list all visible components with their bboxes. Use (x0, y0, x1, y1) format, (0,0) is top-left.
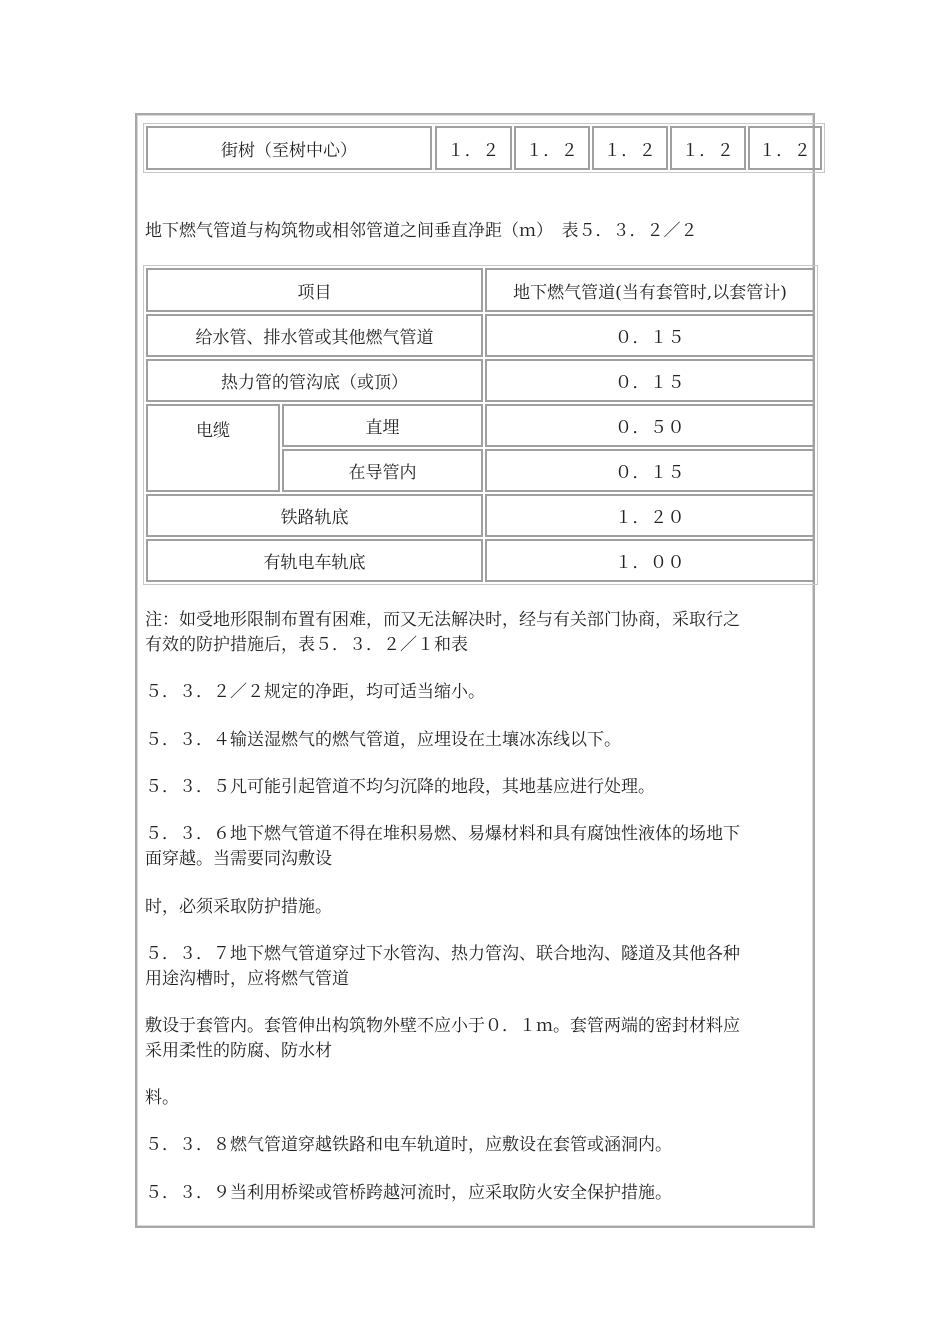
clause-5-3-6-continuation: 时，必须采取防护措施。 (145, 897, 332, 917)
clause-5-3-9: ５．３．９当利用桥梁或管桥跨越河流时，应采取防火安全保护措施。 (145, 1183, 672, 1203)
row1-label: 给水管、排水管或其他燃气管道 (146, 314, 483, 357)
clause-5-3-5: ５．３．５凡可能引起管道不均匀沉降的地段，其地基应进行处理。 (145, 777, 655, 797)
top-row-value-1: １．２ (435, 126, 512, 170)
row5-label: 铁路轨底 (146, 494, 483, 537)
clause-5-3-8: ５．３．８燃气管道穿越铁路和电车轨道时，应敷设在套管或涵洞内。 (145, 1135, 672, 1155)
clause-5-3-7-line-1: ５．３．７地下燃气管道穿过下水管沟、热力管沟、联合地沟、隧道及其他各种 (145, 944, 740, 964)
note-continuation: ５．３．２／２规定的净距，均可适当缩小。 (145, 682, 485, 702)
clause-5-3-7-continuation-line-2: 采用柔性的防腐、防水材 (145, 1041, 332, 1061)
row2-label: 热力管的管沟底（或顶） (146, 359, 483, 402)
row6-value: １．００ (485, 539, 815, 582)
header-value: 地下燃气管道(当有套管时,以套管计) (485, 268, 815, 312)
table-caption: 地下燃气管道与构筑物或相邻管道之间垂直净距（ｍ） 表５．３．２／２ (145, 221, 698, 241)
row2-value: ０．１５ (485, 359, 815, 402)
row1-value: ０．１５ (485, 314, 815, 357)
top-row-value-2: １．２ (514, 126, 590, 170)
top-row-value-5: １．２ (748, 126, 822, 170)
note-line-2: 有效的防护措施后，表５．３．２／１和表 (145, 635, 468, 655)
cable-sub-conduit: 在导管内 (282, 449, 483, 492)
top-row-value-3: １．２ (592, 126, 668, 170)
top-row-label: 街树（至树中心） (146, 126, 432, 170)
clause-5-3-6-line-1: ５．３．６地下燃气管道不得在堆积易燃、易爆材料和具有腐蚀性液体的场地下 (145, 824, 740, 844)
cable-value-conduit: ０．１５ (485, 449, 815, 492)
clause-5-3-7-end: 料。 (145, 1088, 179, 1108)
clause-5-3-6-line-2: 面穿越。当需要同沟敷设 (145, 849, 332, 869)
clause-5-3-4: ５．３．４输送湿燃气的燃气管道，应埋设在土壤冰冻线以下。 (145, 730, 621, 750)
clause-5-3-7-continuation-line-1: 敷设于套管内。套管伸出构筑物外壁不应小于０．１ｍ。套管两端的密封材料应 (145, 1016, 740, 1036)
cable-sub-direct: 直埋 (282, 404, 483, 447)
clause-5-3-7-line-2: 用途沟槽时，应将燃气管道 (145, 969, 349, 989)
row6-label: 有轨电车轨底 (146, 539, 483, 582)
row5-value: １．２０ (485, 494, 815, 537)
header-item: 项目 (146, 268, 483, 312)
cable-label: 电缆 (146, 404, 280, 492)
cable-value-direct: ０．５０ (485, 404, 815, 447)
top-row-value-4: １．２ (670, 126, 746, 170)
note-line-1: 注：如受地形限制布置有困难，而又无法解决时，经与有关部门协商，采取行之 (145, 610, 740, 630)
